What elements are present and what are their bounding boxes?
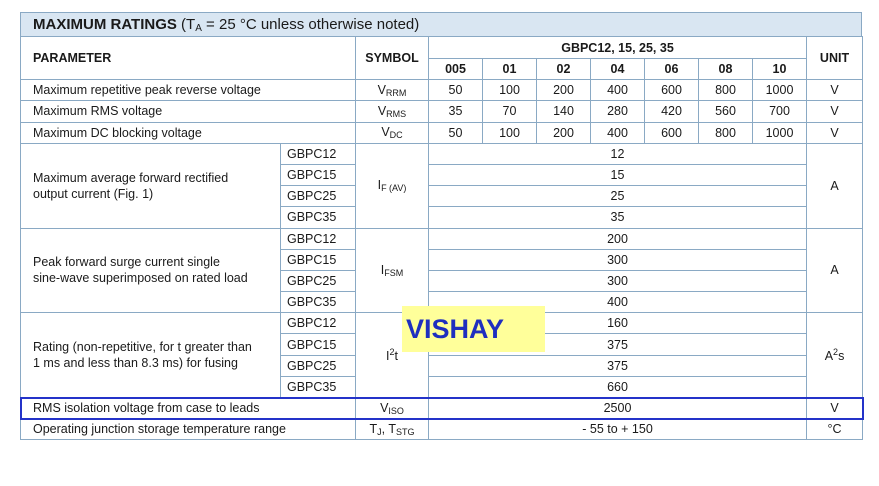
row-vrrm [21, 80, 863, 101]
param-label: RMS isolation voltage from case to leads [21, 398, 356, 419]
param-label: Rating (non-repetitive, for t greater than 1 ms and less than 8.3 ms) for fusing [21, 313, 281, 398]
title-condition-suffix: = 25 °C unless otherwise noted) [201, 16, 420, 33]
param-label: Maximum RMS voltage [21, 101, 356, 122]
header-col: 08 [699, 59, 753, 80]
symbol-cell: $V_{RRM}$ [356, 80, 429, 101]
value-cell: 420 [645, 101, 699, 122]
row-tj [21, 419, 863, 440]
title-condition-sub: A [195, 23, 202, 34]
row-viso [21, 398, 863, 419]
ratings-table [20, 36, 863, 440]
value-cell: 100 [483, 122, 537, 143]
unit-cell: V [807, 80, 863, 101]
param-label: Maximum average forward rectified output current (Fig. 1) [21, 143, 281, 228]
value-cell: 160 [429, 313, 807, 334]
device-type: GBPC25 [281, 355, 356, 376]
unit-cell: V [807, 398, 863, 419]
device-type: GBPC35 [281, 207, 356, 228]
value-cell: 300 [429, 270, 807, 291]
title-bold: MAXIMUM RATINGS [33, 16, 177, 33]
symbol-cell: $I_{FSM}$ [356, 228, 429, 313]
device-type: GBPC15 [281, 334, 356, 355]
symbol-cell: $V_{DC}$ [356, 122, 429, 143]
value-cell: 50 [429, 80, 483, 101]
value-cell: 700 [753, 101, 807, 122]
unit-cell: A [807, 143, 863, 228]
row-vrms [21, 101, 863, 122]
device-type: GBPC12 [281, 143, 356, 164]
unit-cell: $A^2s$ [807, 313, 863, 398]
symbol-cell: $I_{F (AV)}$ [356, 143, 429, 228]
symbol-cell: $V_{ISO}$ [356, 398, 429, 419]
value-cell: 140 [537, 101, 591, 122]
value-cell: 800 [699, 80, 753, 101]
value-cell: 1000 [753, 122, 807, 143]
param-label: Operating junction storage temperature range [21, 419, 356, 440]
value-cell: 560 [699, 101, 753, 122]
device-type: GBPC12 [281, 313, 356, 334]
value-cell: 12 [429, 143, 807, 164]
value-cell: 375 [429, 355, 807, 376]
symbol-cell: $V_{RMS}$ [356, 101, 429, 122]
value-cell: 400 [591, 122, 645, 143]
value-cell: 280 [591, 101, 645, 122]
device-type: GBPC25 [281, 270, 356, 291]
symbol-cell: $T_J$, $T_{STG}$ [356, 419, 429, 440]
unit-cell: V [807, 101, 863, 122]
vishay-watermark: VISHAY [402, 306, 545, 352]
header-col: 01 [483, 59, 537, 80]
value-cell: 400 [429, 292, 807, 313]
param-label: Maximum repetitive peak reverse voltage [21, 80, 356, 101]
device-type: GBPC35 [281, 292, 356, 313]
header-symbol: SYMBOL [356, 37, 429, 80]
header-col: 04 [591, 59, 645, 80]
value-cell: 300 [429, 249, 807, 270]
value-cell: 15 [429, 164, 807, 185]
header-col: 02 [537, 59, 591, 80]
value-cell: 1000 [753, 80, 807, 101]
section-title [20, 12, 862, 36]
row-ifsm [21, 228, 863, 249]
value-cell: - 55 to + 150 [429, 419, 807, 440]
header-unit: UNIT [807, 37, 863, 80]
symbol-cell: $I^2t$ [356, 313, 429, 398]
value-cell: 600 [645, 122, 699, 143]
row-vdc [21, 122, 863, 143]
header-col: 06 [645, 59, 699, 80]
value-cell: 35 [429, 101, 483, 122]
value-cell: 660 [429, 376, 807, 397]
value-cell: 200 [537, 122, 591, 143]
header-col: 10 [753, 59, 807, 80]
device-type: GBPC25 [281, 186, 356, 207]
value-cell: 200 [429, 228, 807, 249]
title-condition-prefix: (T [176, 16, 196, 33]
param-label: Peak forward surge current single sine-wave superimposed on rated load [21, 228, 281, 313]
value-cell: 400 [591, 80, 645, 101]
value-cell: 375 [429, 334, 807, 355]
value-cell: 70 [483, 101, 537, 122]
value-cell: 600 [645, 80, 699, 101]
device-type: GBPC15 [281, 249, 356, 270]
value-cell: 25 [429, 186, 807, 207]
device-type: GBPC12 [281, 228, 356, 249]
header-parameter: PARAMETER [21, 37, 356, 80]
unit-cell: °C [807, 419, 863, 440]
value-cell: 35 [429, 207, 807, 228]
unit-cell: V [807, 122, 863, 143]
value-cell: 100 [483, 80, 537, 101]
value-cell: 200 [537, 80, 591, 101]
value-cell: 800 [699, 122, 753, 143]
param-label: Maximum DC blocking voltage [21, 122, 356, 143]
value-cell: 2500 [429, 398, 807, 419]
row-ifav [21, 143, 863, 164]
value-cell: 50 [429, 122, 483, 143]
header-col: 005 [429, 59, 483, 80]
device-type: GBPC35 [281, 376, 356, 397]
header-group: GBPC12, 15, 25, 35 [429, 37, 807, 59]
unit-cell: A [807, 228, 863, 313]
device-type: GBPC15 [281, 164, 356, 185]
